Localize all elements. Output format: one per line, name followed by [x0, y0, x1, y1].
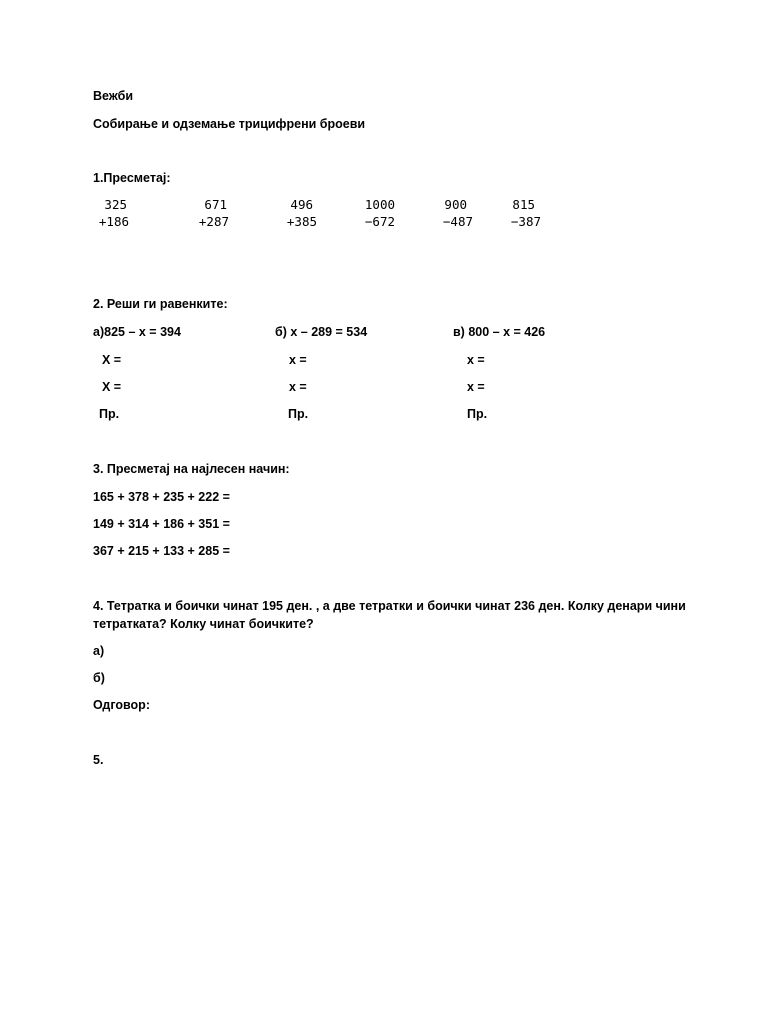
task1-problem-1-top: 325 [104, 197, 127, 212]
task1-problem-6-bottom: −387 [510, 214, 541, 229]
task1-problem-5-bottom: −487 [442, 214, 473, 229]
task2-heading: 2. Реши ги равенките: [93, 297, 228, 311]
task1-problem-3-bottom: +385 [286, 214, 317, 229]
page-title: Вежби [93, 89, 134, 103]
task3-line-2: 149 + 314 + 186 + 351 = [93, 517, 230, 531]
task1-problem-4-top: 1000 [364, 197, 395, 212]
task1-problem-1-bottom: +186 [98, 214, 129, 229]
task3-line-3: 367 + 215 + 133 + 285 = [93, 544, 230, 558]
task2-equation-c-check: Пр. [467, 407, 488, 421]
task2-equation-b-line1: x = [289, 353, 307, 367]
task2-equation-a-line2: X = [102, 380, 122, 394]
task4-part-a: а) [93, 644, 105, 658]
task4-heading: 4. Тетратка и боички чинат 195 ден. , а две тетратки и боички чинат 236 ден. Колку денари чини тетратката? Колку чинат боичките? [93, 599, 686, 631]
task1-heading: 1.Пресметај: [93, 171, 171, 185]
page-subtitle: Собирање и одземање трицифрени броеви [93, 117, 366, 131]
task2-equation-a-line1: X = [102, 353, 122, 367]
task2-equation-c-line2: x = [467, 380, 485, 394]
task2-equation-b-check: Пр. [288, 407, 309, 421]
task5-heading: 5. [93, 753, 104, 767]
task1-problem-3-top: 496 [290, 197, 313, 212]
task2-equation-a-check: Пр. [99, 407, 120, 421]
task2-equation-c: в) 800 – x = 426 [453, 325, 546, 339]
task1-problem-2-top: 671 [204, 197, 227, 212]
task1-problem-4-bottom: −672 [364, 214, 395, 229]
task3-line-1: 165 + 378 + 235 + 222 = [93, 490, 230, 504]
task1-problem-2-bottom: +287 [198, 214, 229, 229]
task2-equation-b-line2: x = [289, 380, 307, 394]
task1-problem-6-top: 815 [512, 197, 535, 212]
task2-equation-a: а)825 – x = 394 [93, 325, 181, 339]
task2-equation-b: б) x – 289 = 534 [275, 325, 368, 339]
task4-part-b: б) [93, 671, 105, 685]
task1-problem-5-top: 900 [444, 197, 467, 212]
task3-heading: 3. Пресметај на најлесен начин: [93, 462, 290, 476]
task4-answer-label: Одговор: [93, 698, 150, 712]
task2-equation-c-line1: x = [467, 353, 485, 367]
